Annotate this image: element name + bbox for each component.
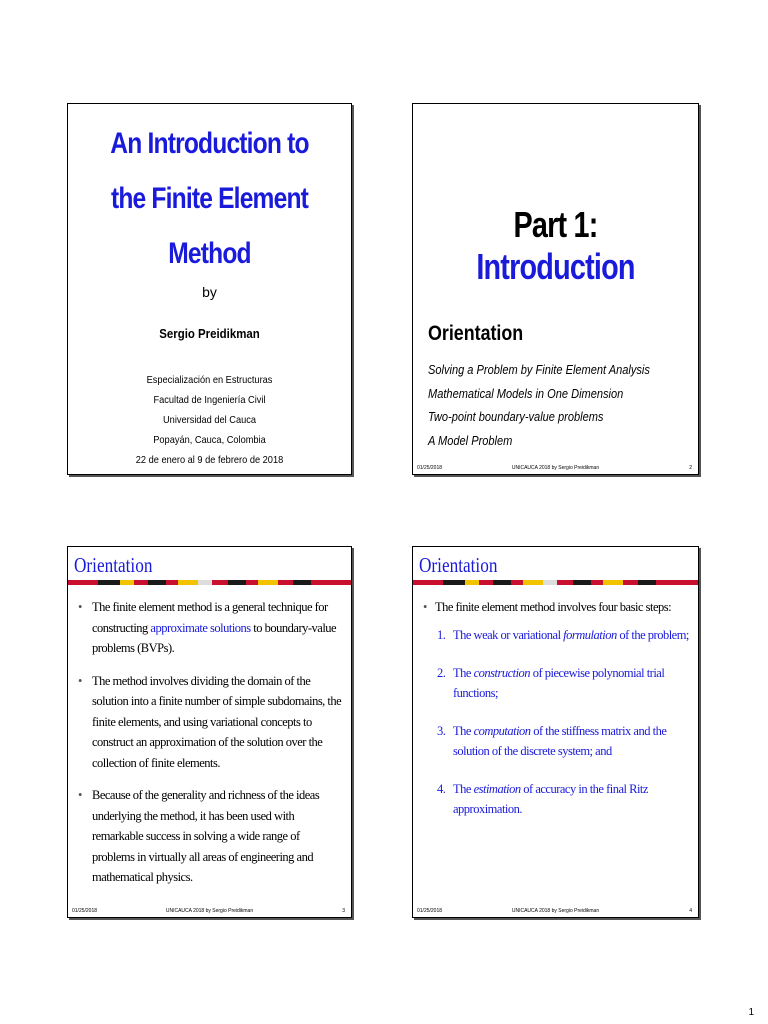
slide-3-heading: Orientation bbox=[74, 553, 153, 577]
step-item: 4. The estimation of accuracy in the final Ritz approximation. bbox=[437, 782, 648, 816]
footer-center: UNICAUCA 2018 by Sergio Preidikman bbox=[511, 908, 600, 914]
footer-center: UNICAUCA 2018 by Sergio Preidikman bbox=[165, 908, 254, 914]
slide-2-subtitle: Orientation bbox=[428, 322, 524, 345]
slide-3 bbox=[67, 546, 352, 918]
bullet-item: • The finite element method involves four basic steps: bbox=[421, 597, 690, 617]
slide-1-title: An Introduction to the Finite Element Method bbox=[110, 127, 309, 270]
slide-1 bbox=[67, 103, 352, 475]
decorative-stripe bbox=[68, 580, 351, 585]
footer-slide-number: 4 bbox=[689, 908, 692, 914]
slide-4 bbox=[412, 546, 699, 918]
list-item: Two-point boundary-value problems bbox=[428, 409, 604, 424]
slide-1-affiliation: Especialización en Estructuras Facultad de Ingeniería Civil Universidad del Cauca Popayán, Cauca, Colombia 22 de enero al 9 de febrero de 2018 bbox=[135, 374, 284, 466]
slide-2 bbox=[412, 103, 699, 475]
step-item: 1. The weak or variational formulation of the problem; bbox=[437, 628, 689, 642]
bullet-item: • The method involves dividing the domain of the solution into a finite number of simple subdomains, the finite elements, and using variational concepts to construct an approximation of the solution over the collection of finite elements. bbox=[76, 671, 343, 774]
slide-4-body bbox=[421, 597, 690, 837]
bullet-item: • Because of the generality and richness of the ideas underlying the method, it has been used with remarkable success in solving a wide range of problems in virtually all areas of engineering and mathematical physics. bbox=[76, 785, 343, 888]
footer-center: UNICAUCA 2018 by Sergio Preidikman bbox=[511, 465, 600, 471]
slide-3-body bbox=[76, 597, 343, 900]
page-number: 1 bbox=[748, 1007, 754, 1018]
step-item: 3. The computation of the stiffness matrix and the solution of the discrete system; and bbox=[437, 724, 667, 758]
slide-2-items bbox=[428, 358, 650, 452]
footer-date: 01/25/2018 bbox=[72, 908, 98, 914]
footer-slide-number: 2 bbox=[689, 465, 692, 471]
footer-date: 01/25/2018 bbox=[417, 908, 443, 914]
list-item: A Model Problem bbox=[428, 432, 513, 448]
footer-slide-number: 3 bbox=[342, 908, 345, 914]
bullet-item: • The finite element method is a general technique for constructing approximate solutions to boundary-value problems (BVPs). bbox=[76, 597, 343, 659]
slide-1-by: by bbox=[202, 284, 217, 300]
step-item: 2. The construction of piecewise polynomial trial functions; bbox=[437, 666, 665, 700]
list-item: Solving a Problem by Finite Element Analysis bbox=[428, 362, 650, 377]
slide-4-heading: Orientation bbox=[419, 553, 498, 577]
decorative-stripe bbox=[413, 580, 698, 585]
slide-2-title: Part 1: Introduction bbox=[476, 204, 635, 287]
slide-1-author: Sergio Preidikman bbox=[159, 326, 260, 341]
list-item: Mathematical Models in One Dimension bbox=[428, 385, 624, 401]
footer-date: 01/25/2018 bbox=[417, 465, 443, 471]
